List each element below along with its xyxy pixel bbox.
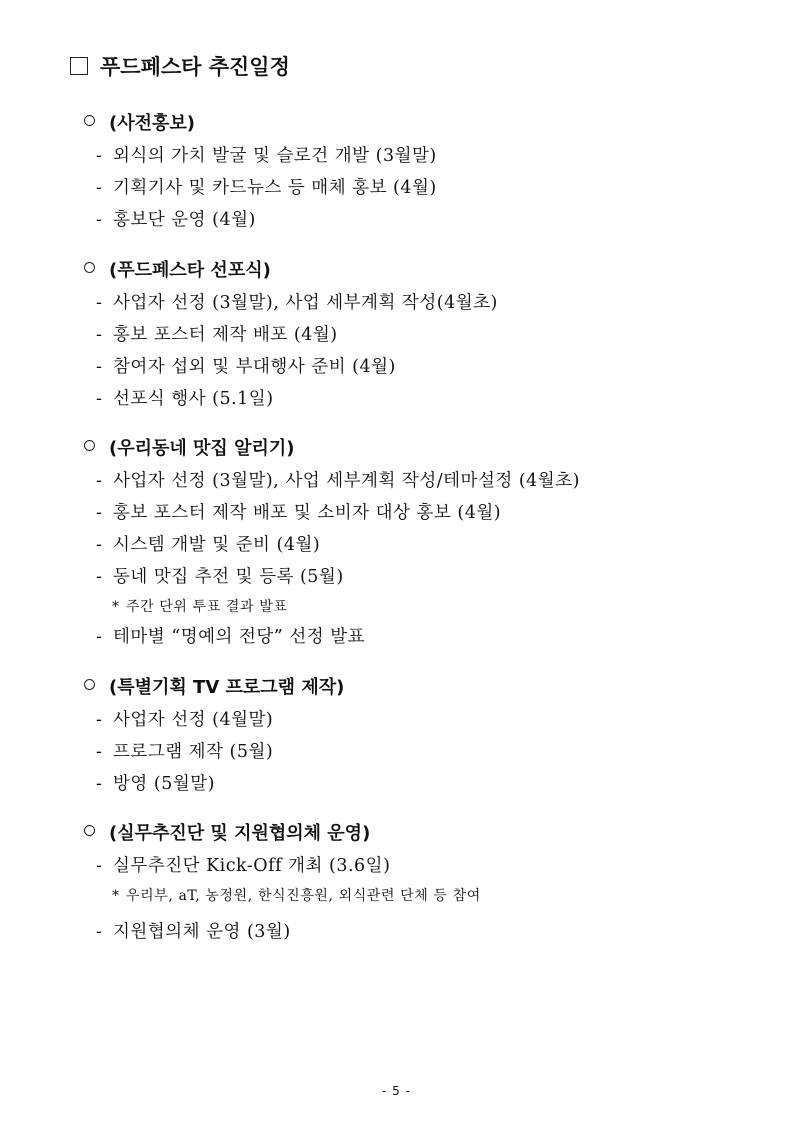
list-item-note-text: 주간 단위 투표 결과 발표 xyxy=(126,599,288,615)
section-heading xyxy=(84,433,764,465)
list-item xyxy=(84,465,764,497)
dash-bullet: - xyxy=(96,178,103,198)
section-heading xyxy=(84,672,764,704)
dash-bullet: - xyxy=(96,710,103,730)
list-item-text: 홍보 포스터 제작 배포 및 소비자 대상 홍보 (4월) xyxy=(113,503,502,523)
section-heading-text: (특별기획 TV 프로그램 제작) xyxy=(109,677,345,698)
section-promotion xyxy=(84,108,764,236)
dash-bullet: - xyxy=(96,567,103,587)
list-item-note-text: 우리부, aT, 농정원, 한식진흥원, 외식관련 단체 등 참여 xyxy=(126,888,481,904)
list-item xyxy=(84,383,764,415)
list-item xyxy=(84,287,764,319)
list-item-text: 테마별 “명예의 전당” 선정 발표 xyxy=(113,627,366,647)
circle-bullet-icon xyxy=(84,115,95,126)
section-heading xyxy=(84,818,764,850)
section-heading-text: (실무추진단 및 지원협의체 운영) xyxy=(109,823,371,844)
section-tv-program xyxy=(84,672,764,800)
list-item xyxy=(84,916,764,948)
dash-bullet: - xyxy=(96,774,103,794)
list-item xyxy=(84,621,764,653)
dash-bullet: - xyxy=(96,357,103,377)
dash-bullet: - xyxy=(96,856,103,876)
list-item xyxy=(84,768,764,800)
section-heading-text: (우리동네 맛집 알리기) xyxy=(109,438,295,459)
dash-bullet: - xyxy=(96,210,103,230)
dash-bullet: - xyxy=(96,627,103,647)
list-item-note xyxy=(84,593,764,621)
list-item xyxy=(84,529,764,561)
list-item-text: 선포식 행사 (5.1일) xyxy=(113,389,274,409)
dash-bullet: - xyxy=(96,293,103,313)
section-heading-text: (푸드페스타 선포식) xyxy=(109,260,271,281)
page-number: - 5 - xyxy=(382,1084,411,1098)
checkbox-square-icon xyxy=(70,57,88,75)
section-heading-text: (사전홍보) xyxy=(109,113,196,134)
list-item-text: 기획기사 및 카드뉴스 등 매체 홍보 (4월) xyxy=(113,178,437,198)
dash-bullet: - xyxy=(96,535,103,555)
section-declaration xyxy=(84,255,764,415)
list-item xyxy=(84,172,764,204)
list-item xyxy=(84,140,764,172)
dash-bullet: - xyxy=(96,503,103,523)
section-working-group xyxy=(84,818,764,948)
list-item-text: 외식의 가치 발굴 및 슬로건 개발 (3월말) xyxy=(113,146,437,166)
list-item xyxy=(84,850,764,882)
section-heading xyxy=(84,108,764,140)
list-item-text: 동네 맛집 추전 및 등록 (5월) xyxy=(113,567,344,587)
asterisk-icon: * xyxy=(112,599,120,615)
dash-bullet: - xyxy=(96,471,103,491)
dash-bullet: - xyxy=(96,922,103,942)
circle-bullet-icon xyxy=(84,440,95,451)
list-item-note xyxy=(84,882,764,910)
list-item-text: 방영 (5월말) xyxy=(113,774,215,794)
circle-bullet-icon xyxy=(84,262,95,273)
list-item-text: 프로그램 제작 (5월) xyxy=(113,742,274,762)
list-item-text: 홍보단 운영 (4월) xyxy=(113,210,256,230)
circle-bullet-icon xyxy=(84,679,95,690)
dash-bullet: - xyxy=(96,742,103,762)
list-item xyxy=(84,351,764,383)
section-local-restaurants xyxy=(84,433,764,653)
list-item-text: 실무추진단 Kick-Off 개최 (3.6일) xyxy=(113,856,391,876)
dash-bullet: - xyxy=(96,146,103,166)
list-item xyxy=(84,204,764,236)
dash-bullet: - xyxy=(96,389,103,409)
page-title-text: 푸드페스타 추진일정 xyxy=(100,55,290,79)
list-item-text: 홍보 포스터 제작 배포 (4월) xyxy=(113,325,338,345)
dash-bullet: - xyxy=(96,325,103,345)
list-item-text: 사업자 선정 (3월말), 사업 세부계획 작성(4월초) xyxy=(113,293,498,313)
list-item xyxy=(84,704,764,736)
list-item xyxy=(84,561,764,593)
list-item xyxy=(84,497,764,529)
asterisk-icon: * xyxy=(112,888,120,904)
list-item-text: 참여자 섭외 및 부대행사 준비 (4월) xyxy=(113,357,396,377)
list-item xyxy=(84,736,764,768)
list-item xyxy=(84,319,764,351)
list-item-text: 사업자 선정 (3월말), 사업 세부계획 작성/테마설정 (4월초) xyxy=(113,471,580,491)
list-item-text: 시스템 개발 및 준비 (4월) xyxy=(113,535,321,555)
circle-bullet-icon xyxy=(84,825,95,836)
section-heading xyxy=(84,255,764,287)
page-title xyxy=(70,52,290,82)
list-item-text: 지원협의체 운영 (3월) xyxy=(113,922,291,942)
list-item-text: 사업자 선정 (4월말) xyxy=(113,710,274,730)
